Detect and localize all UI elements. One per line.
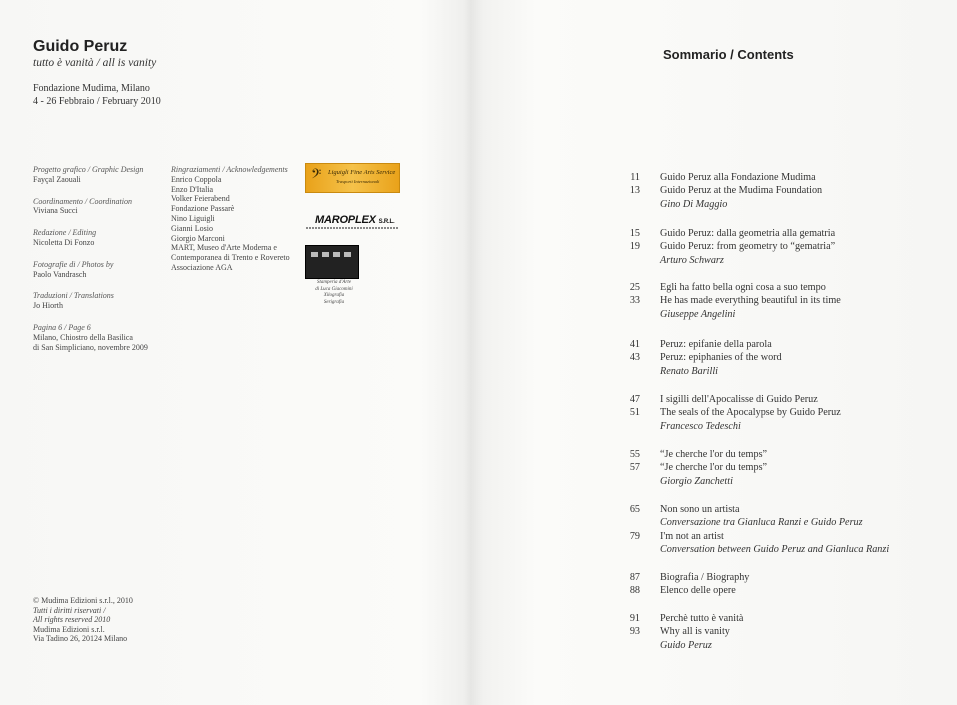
- toc-page-number: 65: [629, 504, 640, 515]
- credit-name: Fayçal Zaouali: [33, 174, 81, 184]
- credit-name: Jo Hiorth: [33, 301, 63, 311]
- credit-name: di San Simpliciano, novembre 2009: [33, 342, 148, 352]
- toc-line[interactable]: [612, 351, 932, 364]
- stamperia-logo-image: [305, 245, 359, 279]
- toc-line[interactable]: [612, 461, 932, 474]
- toc-author: Arturo Schwarz: [660, 254, 724, 266]
- toc-author: Renato Barilli: [660, 365, 719, 377]
- toc-line[interactable]: [612, 365, 932, 378]
- logo-window-icon: [333, 252, 340, 257]
- credit-name: Viviana Succi: [33, 206, 78, 216]
- toc-title: “Je cherche l'or du temps”: [660, 462, 768, 474]
- credit-name: Milano, Chiostro della Basilica: [33, 332, 133, 342]
- maroplex-logo: [315, 214, 394, 226]
- toc-line[interactable]: [612, 254, 932, 267]
- toc-author: Conversazione tra Gianluca Ranzi e Guido Peruz: [660, 517, 863, 529]
- maroplex-logo-suffix: S.R.L.: [378, 219, 395, 225]
- credit-name: Paolo Vandrasch: [33, 269, 87, 279]
- colophon-line: Tutti i diritti riservati /: [33, 605, 106, 615]
- credit-group: [33, 323, 163, 352]
- toc-line[interactable]: [612, 240, 932, 253]
- toc-title: Perchè tutto è vanità: [660, 613, 744, 624]
- toc-line[interactable]: [612, 308, 932, 321]
- toc-page-number: 33: [629, 295, 640, 307]
- toc-entry: [612, 503, 932, 556]
- acknowledgements-column: [171, 165, 311, 273]
- toc-page-number: 51: [629, 407, 640, 419]
- credit-role: Progetto grafico / Graphic Design: [33, 165, 144, 174]
- colophon: [33, 596, 133, 644]
- credits-column: [33, 165, 163, 364]
- acknowledgements-heading: Ringraziamenti / Acknowledgements: [171, 165, 288, 174]
- toc-page-number: 25: [629, 282, 640, 293]
- colophon-line: Via Tadino 26, 20124 Milano: [33, 634, 128, 644]
- toc-entry: [612, 612, 932, 652]
- toc-page-number: 13: [629, 185, 640, 197]
- toc-line[interactable]: [612, 227, 932, 240]
- book-subtitle: tutto è vanità / all is vanity: [33, 57, 157, 69]
- acknowledgements-list: [171, 175, 311, 273]
- acknowledgement-name: Volker Feierabend: [171, 194, 230, 204]
- toc-author: Guido Peruz: [660, 639, 712, 651]
- credit-group: [33, 197, 163, 217]
- credit-group: [33, 291, 163, 311]
- toc-line[interactable]: [612, 516, 932, 529]
- toc-line[interactable]: [612, 475, 932, 488]
- credit-name: Nicoletta Di Fonzo: [33, 237, 95, 247]
- toc-title: Peruz: epiphanies of the word: [660, 352, 782, 364]
- toc-line[interactable]: [612, 184, 932, 197]
- toc-page-number: 57: [629, 462, 640, 474]
- toc-page-number: 87: [629, 572, 640, 583]
- toc-entry: [612, 338, 932, 378]
- stamperia-line: Xilografia: [323, 293, 345, 298]
- maroplex-logo-rule: [306, 227, 399, 229]
- toc-title: Guido Peruz at the Mudima Foundation: [660, 185, 823, 197]
- credit-role: Coordinamento / Coordination: [33, 196, 132, 206]
- toc-title: Elenco delle opere: [660, 585, 736, 597]
- toc-page-number: 43: [629, 352, 640, 364]
- credit-group: [33, 228, 163, 248]
- toc-entry: [612, 227, 932, 267]
- toc-title: Peruz: epifanie della parola: [660, 339, 772, 350]
- acknowledgement-name: Enrico Coppola: [171, 174, 222, 184]
- logo-window-icon: [311, 252, 318, 257]
- toc-page-number: 93: [629, 626, 640, 638]
- acknowledgement-name: Enzo D'Italia: [171, 184, 214, 194]
- book-title: Guido Peruz: [33, 38, 128, 55]
- toc-title: Biografia / Biography: [660, 572, 750, 583]
- left-page: [0, 0, 470, 705]
- toc-line[interactable]: [612, 584, 932, 597]
- toc-page-number: 11: [630, 172, 640, 183]
- toc-page-number: 19: [629, 241, 640, 253]
- toc-entry: [612, 171, 932, 211]
- stamperia-logo-text: [304, 280, 364, 306]
- toc-title: Egli ha fatto bella ogni cosa a suo tempo: [660, 282, 826, 293]
- acknowledgement-name: Nino Liguigli: [171, 213, 215, 223]
- toc-author: Francesco Tedeschi: [660, 420, 741, 432]
- toc-entry: [612, 571, 932, 598]
- toc-line[interactable]: [612, 198, 932, 211]
- toc-title: I'm not an artist: [660, 530, 724, 542]
- toc-title: I sigilli dell'Apocalisse di Guido Peruz: [660, 394, 818, 405]
- credit-role: Traduzioni / Translations: [33, 291, 114, 301]
- toc-line[interactable]: [612, 420, 932, 433]
- toc-title: He has made everything beautiful in its time: [660, 295, 841, 307]
- toc-page-number: 15: [629, 228, 640, 239]
- acknowledgement-name: Contemporanea di Trento e Rovereto: [171, 253, 290, 263]
- toc-page-number: 55: [629, 449, 640, 460]
- toc-page-number: 41: [629, 339, 640, 350]
- toc-title: The seals of the Apocalypse by Guido Peruz: [660, 407, 841, 419]
- toc-line[interactable]: [612, 406, 932, 419]
- logo-window-icon: [322, 252, 329, 257]
- credit-group: [33, 260, 163, 280]
- logo-mark-icon: 𝄢: [311, 168, 322, 185]
- toc-line[interactable]: [612, 543, 932, 556]
- colophon-line: © Mudima Edizioni s.r.l., 2010: [33, 596, 133, 605]
- contents-title: Sommario / Contents: [663, 47, 794, 62]
- toc-page-number: 47: [629, 394, 640, 405]
- maroplex-logo-text: MAROPLEX: [315, 214, 376, 226]
- logo-window-icon: [344, 252, 351, 257]
- toc-title: Non sono un artista: [660, 504, 740, 515]
- toc-line[interactable]: [612, 281, 932, 294]
- liguigli-logo: [305, 163, 400, 193]
- colophon-line: Mudima Edizioni s.r.l.: [33, 624, 105, 634]
- toc-title: Guido Peruz: from geometry to “gematria”: [660, 241, 836, 253]
- toc-page-number: 88: [629, 585, 640, 597]
- exhibition-venue: [33, 82, 161, 108]
- liguigli-logo-text: Liguigli Fine Arts Service: [328, 169, 396, 176]
- toc-page-number: 79: [629, 530, 640, 542]
- toc-line[interactable]: [612, 530, 932, 543]
- venue-dates: 4 - 26 Febbraio / February 2010: [33, 96, 161, 107]
- stamperia-line: Stamperia d'Arte: [317, 280, 351, 285]
- toc-title: Guido Peruz alla Fondazione Mudima: [660, 172, 816, 183]
- credit-role: Pagina 6 / Page 6: [33, 322, 91, 332]
- toc-line[interactable]: [612, 448, 932, 461]
- toc-line[interactable]: [612, 294, 932, 307]
- acknowledgement-name: MART, Museo d'Arte Moderna e: [171, 243, 277, 253]
- toc-author: Giorgio Zanchetti: [660, 475, 733, 487]
- acknowledgement-name: Giorgio Marconi: [171, 233, 225, 243]
- acknowledgement-name: Fondazione Passarè: [171, 204, 235, 214]
- toc-line[interactable]: [612, 625, 932, 638]
- toc-author: Conversation between Guido Peruz and Gianluca Ranzi: [660, 543, 890, 555]
- toc-line[interactable]: [612, 639, 932, 652]
- toc-entry: [612, 393, 932, 433]
- credit-role: Fotografie di / Photos by: [33, 259, 114, 269]
- toc-line[interactable]: [612, 338, 932, 351]
- toc-author: Gino Di Maggio: [660, 198, 728, 210]
- credit-group: [33, 165, 163, 185]
- right-page: [480, 0, 957, 705]
- toc-entry: [612, 448, 932, 488]
- stamperia-line: di Luca Giacomini: [315, 286, 353, 292]
- toc-line[interactable]: [612, 571, 932, 584]
- toc-line[interactable]: [612, 171, 932, 184]
- toc-title: Why all is vanity: [660, 626, 730, 638]
- stamperia-line: Serigrafia: [323, 299, 345, 305]
- toc-title: “Je cherche l'or du temps”: [660, 449, 768, 460]
- toc-line[interactable]: [612, 393, 932, 406]
- toc-title: Guido Peruz: dalla geometria alla gematria: [660, 228, 836, 239]
- colophon-line: All rights reserved 2010: [33, 615, 111, 625]
- venue-line: Fondazione Mudima, Milano: [33, 83, 150, 94]
- liguigli-logo-subtext: Trasporti Internazionali: [336, 179, 380, 184]
- acknowledgement-name: Gianni Losio: [171, 223, 213, 233]
- toc-line[interactable]: [612, 612, 932, 625]
- toc-author: Giuseppe Angelini: [660, 308, 736, 320]
- toc-page-number: 91: [629, 613, 640, 624]
- toc-entry: [612, 281, 932, 321]
- credit-role: Redazione / Editing: [33, 228, 97, 238]
- toc-line[interactable]: [612, 503, 932, 516]
- acknowledgement-name: Associazione AGA: [171, 262, 233, 272]
